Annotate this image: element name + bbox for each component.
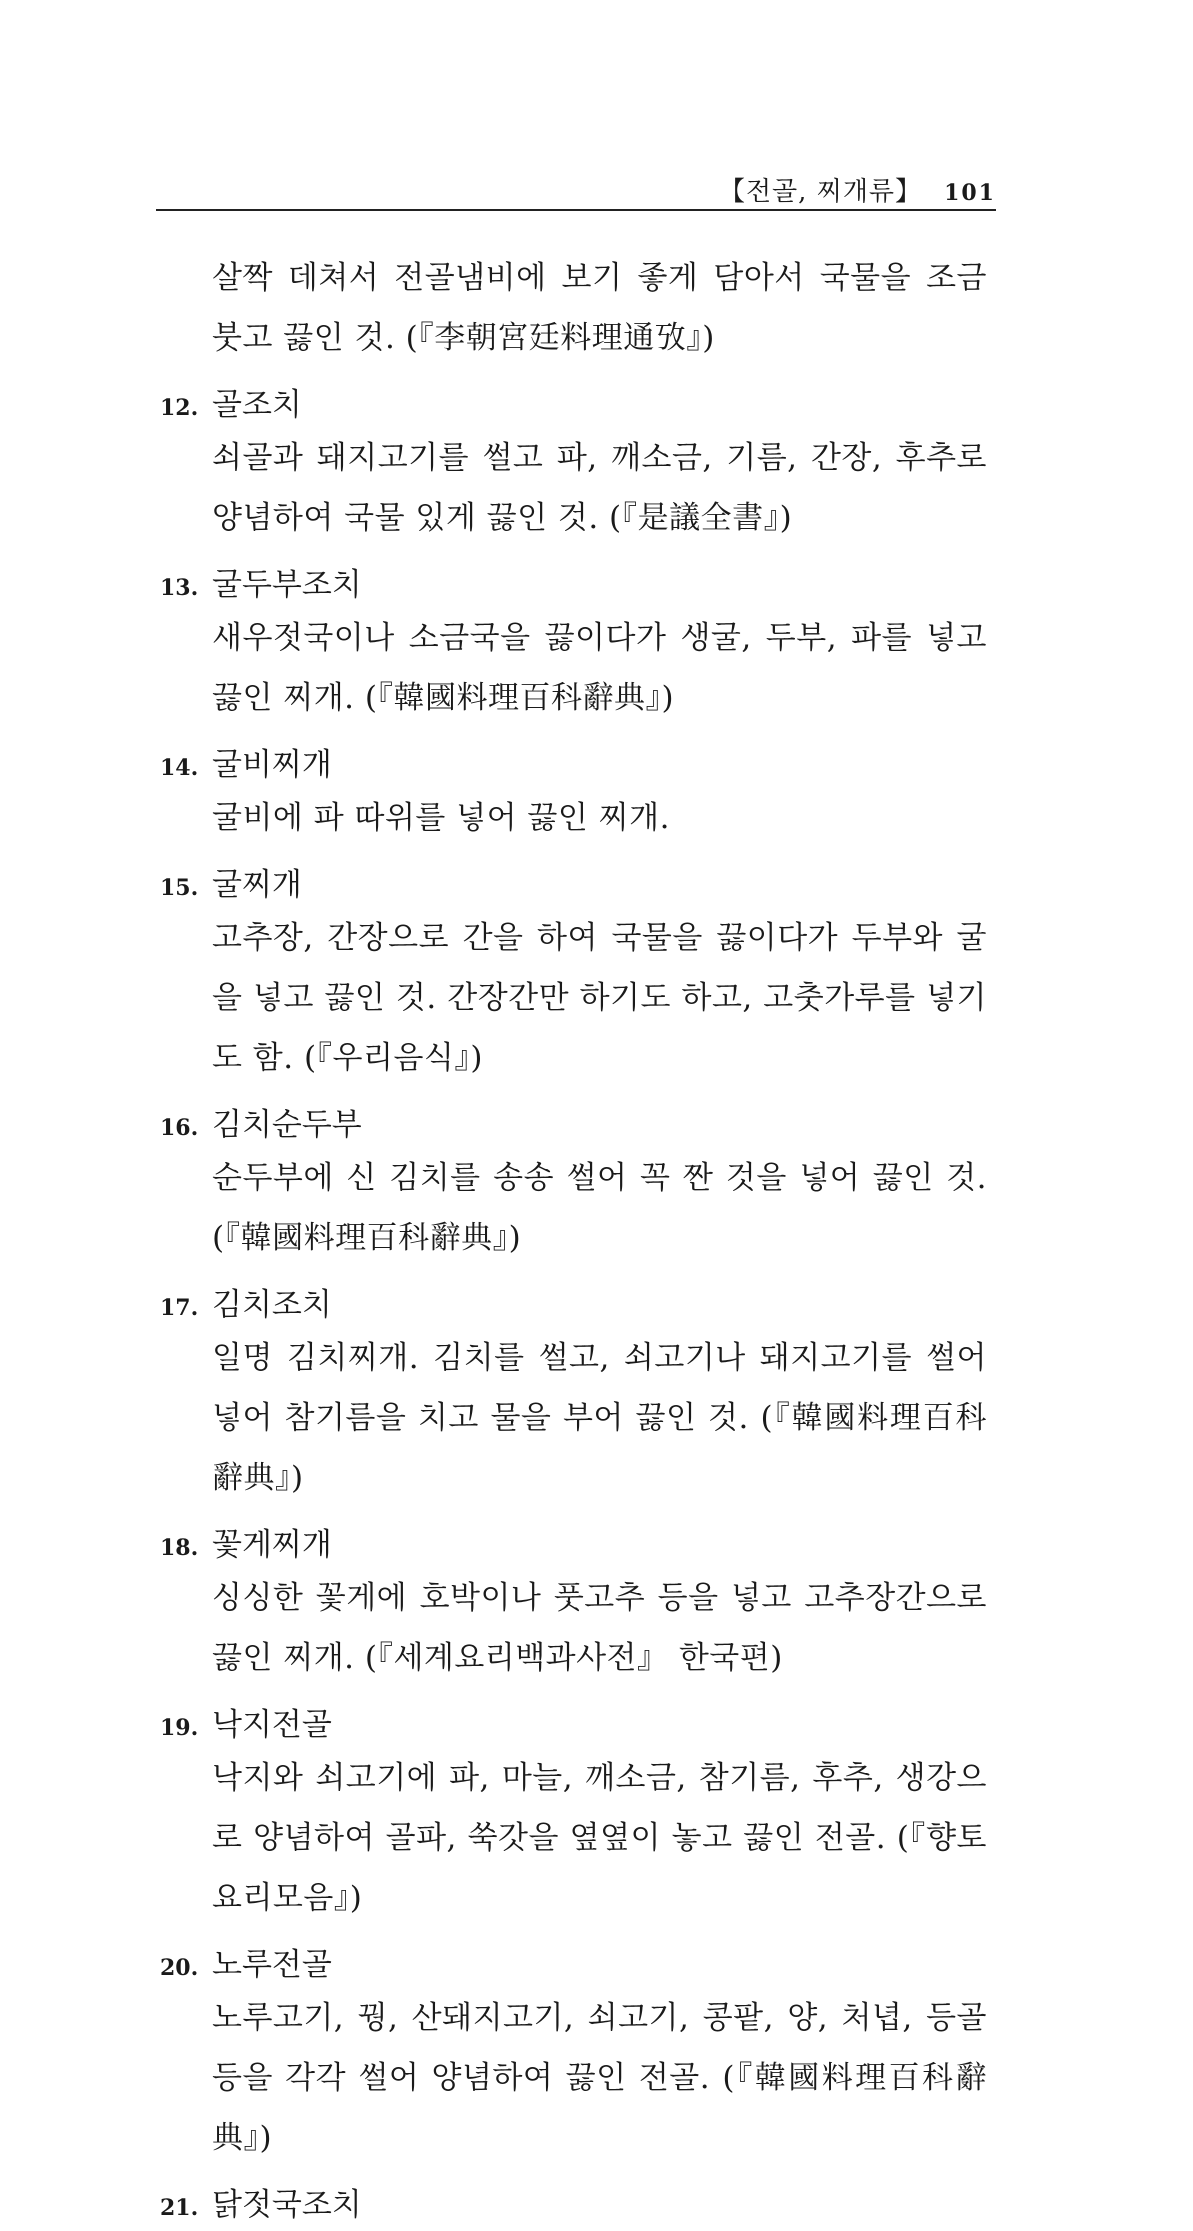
- entry-heading: [160, 742, 1000, 788]
- entry-17: [160, 1282, 1000, 1508]
- entry-title: 굴두부조치: [212, 567, 362, 603]
- entry-description: 낙지와 쇠고기에 파, 마늘, 깨소금, 참기름, 후추, 생강으로 양념하여 골파, 쑥갓을 옆옆이 놓고 끓인 전골. (『향토요리모음』): [212, 1760, 987, 1916]
- entry-number: 13.: [160, 575, 199, 601]
- header-text: [719, 171, 996, 208]
- entry-number: 14.: [160, 755, 199, 781]
- entry-19: [160, 1702, 1000, 1928]
- entry-title: 굴비찌개: [212, 747, 332, 783]
- entry-title: 김치순두부: [212, 1107, 362, 1143]
- entry-list: [160, 248, 1000, 2228]
- entry-title: 김치조치: [212, 1287, 332, 1323]
- entry-description: 고추장, 간장으로 간을 하여 국물을 끓이다가 두부와 굴을 넣고 끓인 것. 간장간만 하기도 하고, 고춧가루를 넣기도 함. (『우리음식』): [212, 920, 987, 1076]
- continuation-text: 살짝 데쳐서 전골냄비에 보기 좋게 담아서 국물을 조금 붓고 끓인 것. (『李朝宮廷料理通攷』): [212, 260, 987, 356]
- entry-title: 꽃게찌개: [212, 1527, 332, 1563]
- section-title: 【전골, 찌개류】: [718, 177, 923, 207]
- entry-heading: [160, 1942, 1000, 1988]
- entry-heading: [160, 1702, 1000, 1748]
- entry-heading: [160, 1282, 1000, 1328]
- entry-heading: [160, 1522, 1000, 1568]
- entry-14: [160, 742, 1000, 848]
- entry-15: [160, 862, 1000, 1088]
- entry-title: 닭젓국조치: [212, 2187, 362, 2223]
- entry-number: 18.: [160, 1535, 199, 1561]
- entry-18: [160, 1522, 1000, 1688]
- entry-number: 20.: [160, 1955, 199, 1981]
- entry-16: [160, 1102, 1000, 1268]
- entry-title: 노루전골: [212, 1947, 332, 1983]
- entry-title: 굴찌개: [212, 867, 302, 903]
- entry-number: 21.: [160, 2195, 199, 2221]
- entry-description: 순두부에 신 김치를 송송 썰어 꼭 짠 것을 넣어 끓인 것. (『韓國料理百科辭典』): [212, 1160, 987, 1256]
- entry-title: 낙지전골: [212, 1707, 332, 1743]
- entry-13: [160, 562, 1000, 728]
- entry-number: 17.: [160, 1295, 199, 1321]
- entry-number: 19.: [160, 1715, 199, 1741]
- entry-21: [160, 2182, 1000, 2228]
- entry-number: 12.: [160, 395, 199, 421]
- entry-description: 일명 김치찌개. 김치를 썰고, 쇠고기나 돼지고기를 썰어 넣어 참기름을 치고 물을 부어 끓인 것. (『韓國料理百科辭典』): [212, 1340, 987, 1496]
- header-rule: [156, 209, 996, 211]
- entry-description: 굴비에 파 따위를 넣어 끓인 찌개.: [212, 800, 670, 836]
- entry-heading: [160, 2182, 1000, 2228]
- entry-20: [160, 1942, 1000, 2168]
- entry-description: 쇠골과 돼지고기를 썰고 파, 깨소금, 기름, 간장, 후추로 양념하여 국물 있게 끓인 것. (『是議全書』): [212, 440, 987, 536]
- entry-number: 16.: [160, 1115, 199, 1141]
- entry-heading: [160, 382, 1000, 428]
- entry-title: 골조치: [212, 387, 302, 423]
- entry-description: 싱싱한 꽃게에 호박이나 풋고추 등을 넣고 고추장간으로 끓인 찌개. (『세계요리백과사전』 한국편): [212, 1580, 987, 1676]
- running-header: [156, 165, 996, 211]
- entry-description: 노루고기, 꿩, 산돼지고기, 쇠고기, 콩팥, 양, 처녑, 등골 등을 각각 썰어 양념하여 끓인 전골. (『韓國料理百科辭典』): [212, 2000, 987, 2156]
- entry-heading: [160, 862, 1000, 908]
- entry-number: 15.: [160, 875, 199, 901]
- entry-heading: [160, 562, 1000, 608]
- entry-description: 새우젓국이나 소금국을 끓이다가 생굴, 두부, 파를 넣고 끓인 찌개. (『韓國料理百科辭典』): [212, 620, 987, 716]
- page-number: 101: [944, 180, 996, 206]
- entry-12: [160, 382, 1000, 548]
- entry-heading: [160, 1102, 1000, 1148]
